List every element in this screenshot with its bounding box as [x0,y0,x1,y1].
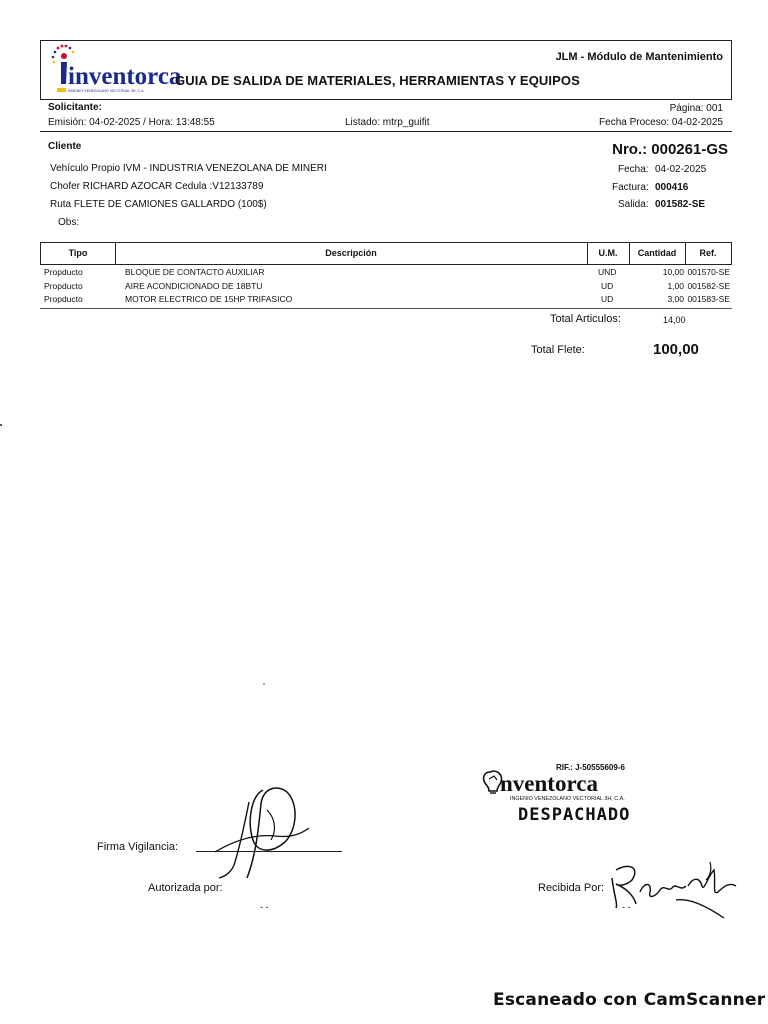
autorizada-por-label: Autorizada por: [148,882,223,894]
header-divider [40,131,732,132]
total-flete-value: 100,00 [653,341,699,358]
ruta-info: Ruta FLETE DE CAMIONES GALLARDO (100$) [50,199,267,210]
handwritten-signature-recibida [606,856,741,922]
cell-ref: 001583-SE [687,294,730,304]
obs-label: Obs: [58,217,80,228]
salida-value: 001582-SE [655,199,706,210]
cell-tipo: Propducto [44,294,83,304]
table-row [40,280,732,293]
cell-descripcion: MOTOR ELECTRICO DE 15HP TRIFASICO [125,294,293,304]
cell-um: UD [601,281,614,291]
recibida-mark: - - [622,902,631,912]
stamp-rif: RIF.: J-50555609-6 [556,763,625,772]
cell-um: UD [601,294,614,304]
document-title: GUIA DE SALIDA DE MATERIALES, HERRAMIENTAS Y EQUIPOS [175,73,580,88]
pagina-info: Página: 001 [669,103,723,114]
cell-um: UND [598,267,617,277]
col-um: U.M. [598,248,618,258]
salida-label: Salida: [618,199,649,210]
listado-info: Listado: mtrp_guifit [345,117,430,128]
cell-cantidad: 1,00 [667,281,684,291]
total-flete-label: Total Flete: [531,344,585,356]
table-bottom-rule [40,308,732,309]
col-descripcion: Descripción [325,248,377,258]
emision-info: Emisión: 04-02-2025 / Hora: 13:48:55 [48,117,215,128]
cell-descripcion: AIRE ACONDICIONADO DE 18BTU [125,281,263,291]
solicitante-label: Solicitante: [48,102,102,113]
recibida-por-label: Recibida Por: [538,882,605,894]
fecha-proceso-info: Fecha Proceso: 04-02-2025 [599,117,723,128]
cell-cantidad: 10,00 [662,267,684,277]
table-row [40,266,732,279]
factura-label: Factura: [612,182,649,193]
stamp-brand: nventorca [500,771,598,796]
col-cantidad: Cantidad [637,248,677,258]
items-table-header [40,242,732,265]
table-row [40,293,732,306]
vehiculo-info: Vehículo Propio IVM - INDUSTRIA VENEZOLANA DE MINERI [50,163,327,174]
company-logo [48,42,182,98]
cell-descripcion: BLOQUE DE CONTACTO AUXILIAR [125,267,265,277]
cliente-label: Cliente [48,141,82,152]
total-articulos-value: 14,00 [663,315,686,325]
logo-subtitle: INGENIO VENEZOLANO VECTORIAL 3H, C.A. [68,89,145,93]
document-number: Nro.: 000261-GS [612,141,728,158]
scan-speck [0,424,2,426]
scan-speck [263,683,265,685]
col-ref: Ref. [699,248,717,258]
total-articulos-label: Total Articulos: [550,313,621,325]
module-name: JLM - Módulo de Mantenimiento [555,51,723,63]
cell-tipo: Propducto [44,281,83,291]
cell-ref: 001582-SE [687,281,730,291]
handwritten-signature-vigilancia [205,782,315,887]
stamp-status: DESPACHADO [518,805,631,825]
cell-ref: 001570-SE [687,267,730,277]
stamp-subtitle: INGENIO VENEZOLANO VECTORIAL 3H, C.A. [510,796,625,802]
firma-vigilancia-label: Firma Vigilancia: [97,841,179,853]
col-tipo: Tipo [68,248,88,258]
fecha-value: 04-02-2025 [655,164,707,175]
chofer-info: Chofer RICHARD AZOCAR Cedula :V12133789 [50,181,264,192]
camscanner-watermark: Escaneado con CamScanner [493,990,766,1010]
despachado-stamp [480,758,650,826]
autorizada-mark: - - [260,902,269,912]
cell-cantidad: 3,00 [667,294,684,304]
fecha-label: Fecha: [618,164,649,175]
factura-value: 000416 [655,182,689,193]
logo-wordmark: inventorca [68,63,182,90]
cell-tipo: Propducto [44,267,83,277]
